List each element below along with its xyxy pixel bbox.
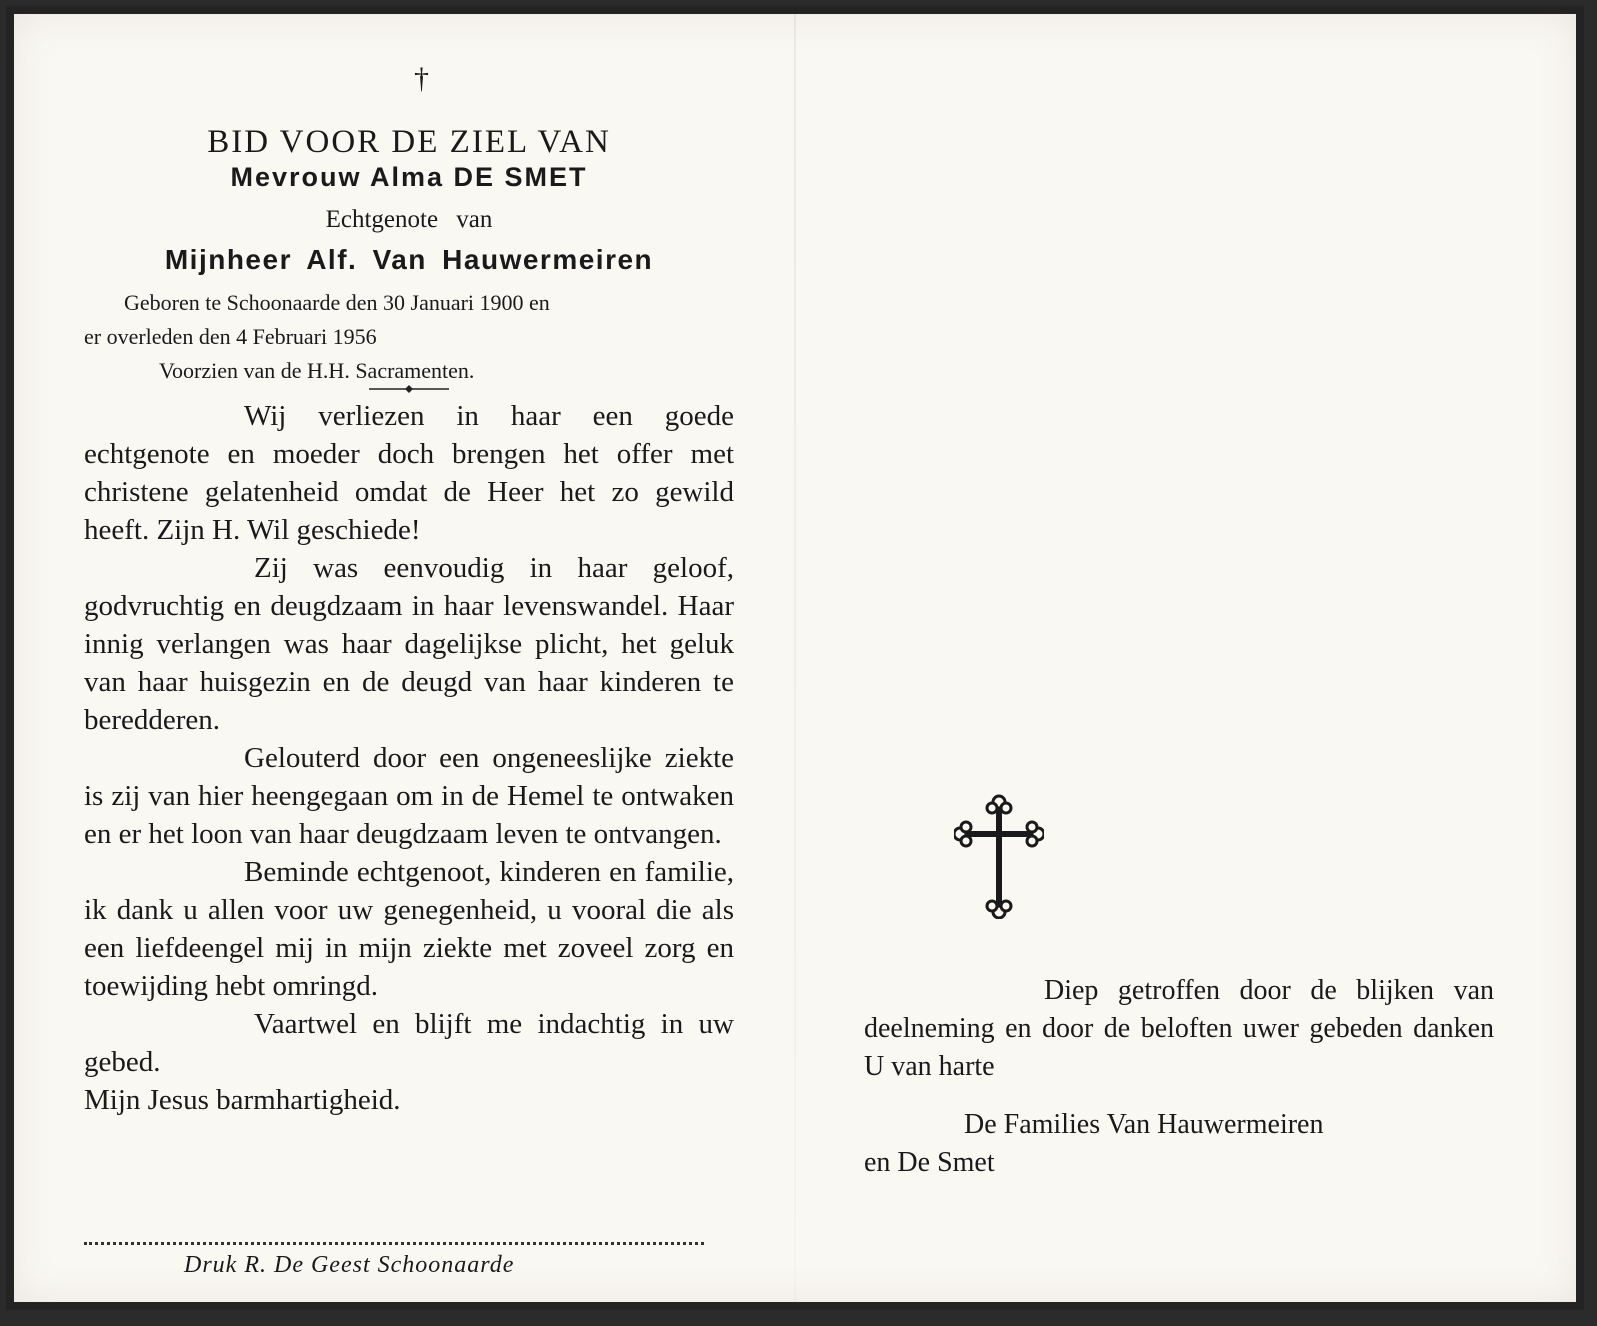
printer-credit: Druk R. De Geest Schoonaarde [184,1252,515,1278]
deceased-name: Mevrouw Alma DE SMET [230,162,588,192]
families-line-2: en De Smet [864,1147,995,1178]
paragraph-1: Wij verliezen in haar een goede echtgenote en moeder doch brengen het offer met christene gelatenheid omdat de Heer het zo gewild heeft. Zijn H. Wil geschiede! [84,400,734,546]
paragraph-2: Zij was eenvoudig in haar geloof, godvruchtig en deugdzaam in haar levenswandel. Haar innig verlangen was haar dagelijkse plicht, het geluk van haar huisgezin en de deugd van haar kinderen te beredderen. [84,552,734,736]
prayer-heading: BID VOOR DE ZIEL VAN [207,124,611,160]
birth-line: Geboren te Schoonaarde den 30 Januari 1900 en [124,290,550,315]
memorial-card [6,6,1584,1310]
sacraments-line: Voorzien van de H.H. Sacramenten. [159,358,475,383]
spouse-label: Echtgenote van [325,206,493,233]
paragraph-3: Gelouterd door een ongeneeslijke ziekte is zij van hier heengegaan om in de Hemel te ontwaken en er het loon van haar deugdzaam leven te ontvangen. [84,742,734,850]
paragraph-5: Vaartwel en blijft me indachtig in uw gebed. [84,1008,734,1078]
families-line-1: De Families Van Hauwermeiren [964,1109,1324,1140]
spouse-name: Mijnheer Alf. Van Hauwermeiren [164,244,654,275]
thanks-text: Diep getroffen door de blijken van deelneming en door de beloften uwer gebeden danken U van harte [864,975,1494,1082]
closing-line: Mijn Jesus barmhartigheid. [84,1084,401,1116]
death-line: er overleden den 4 Februari 1956 [84,324,377,349]
paragraph-4: Beminde echtgenoot, kinderen en familie, ik dank u allen voor uw genegenheid, u vooral die als een liefdeengel mij in mijn ziekte met zoveel zorg en toewijding hebt omringd. [84,856,734,1002]
families-signature [864,1106,1494,1182]
small-cross-icon: † [414,62,429,95]
ornate-cross-icon [954,794,1044,919]
right-panel [864,972,1494,1182]
card-fold [794,14,796,1302]
eulogy-text [84,397,734,1119]
life-dates [84,286,734,388]
divider-ornament [369,384,449,394]
dotted-divider [84,1242,704,1245]
